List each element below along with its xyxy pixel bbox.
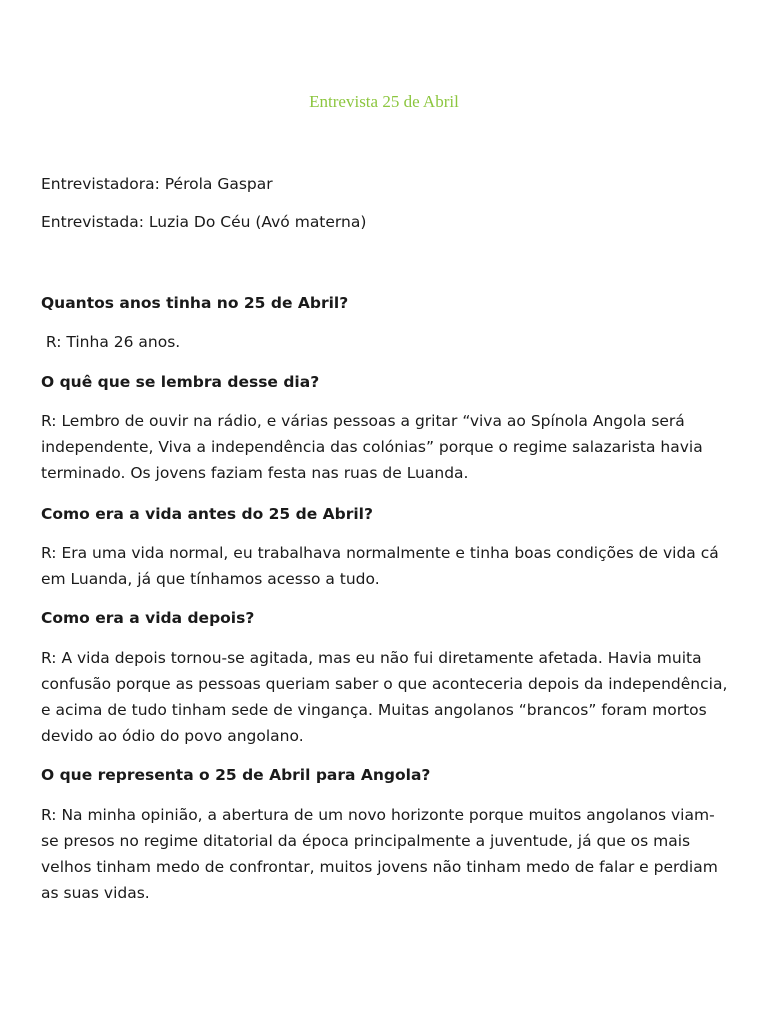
interviewer-line: Entrevistadora: Pérola Gaspar (41, 175, 273, 193)
answer-1: R: Tinha 26 anos. (41, 333, 181, 351)
interviewee-line: Entrevistada: Luzia Do Céu (Avó materna) (41, 213, 367, 231)
answer-5: R: Na minha opinião, a abertura de um novo horizonte porque muitos angolanos viam-se presos no regime ditatorial da época principalmente a juventude, já que os mais velhos tinham medo de confrontar, muitos jovens não tinham medo de falar e perdiam as suas vidas. (41, 806, 718, 902)
answer-2: R: Lembro de ouvir na rádio, e várias pessoas a gritar “viva ao Spínola Angola será independente, Viva a independência das colónias” porque o regime salazarista havia terminado. Os jovens faziam festa nas ruas de Luanda. (41, 412, 703, 482)
answer-3: R: Era uma vida normal, eu trabalhava normalmente e tinha boas condições de vida cá em Luanda, já que tínhamos acesso a tudo. (41, 544, 719, 588)
question-5: O que representa o 25 de Abril para Angola? (41, 766, 431, 784)
question-3: Como era a vida antes do 25 de Abril? (41, 505, 373, 523)
answer-4: R: A vida depois tornou-se agitada, mas eu não fui diretamente afetada. Havia muita confusão porque as pessoas queriam saber o que aconteceria depois da independência, e acima de tudo tinham sede de vingança. Muitas angolanos “brancos” foram mortos devido ao ódio do povo angolano. (41, 649, 728, 745)
question-1: Quantos anos tinha no 25 de Abril? (41, 294, 349, 312)
document-title: Entrevista 25 de Abril (309, 92, 459, 111)
question-4: Como era a vida depois? (41, 609, 255, 627)
question-2: O quê que se lembra desse dia? (41, 373, 320, 391)
